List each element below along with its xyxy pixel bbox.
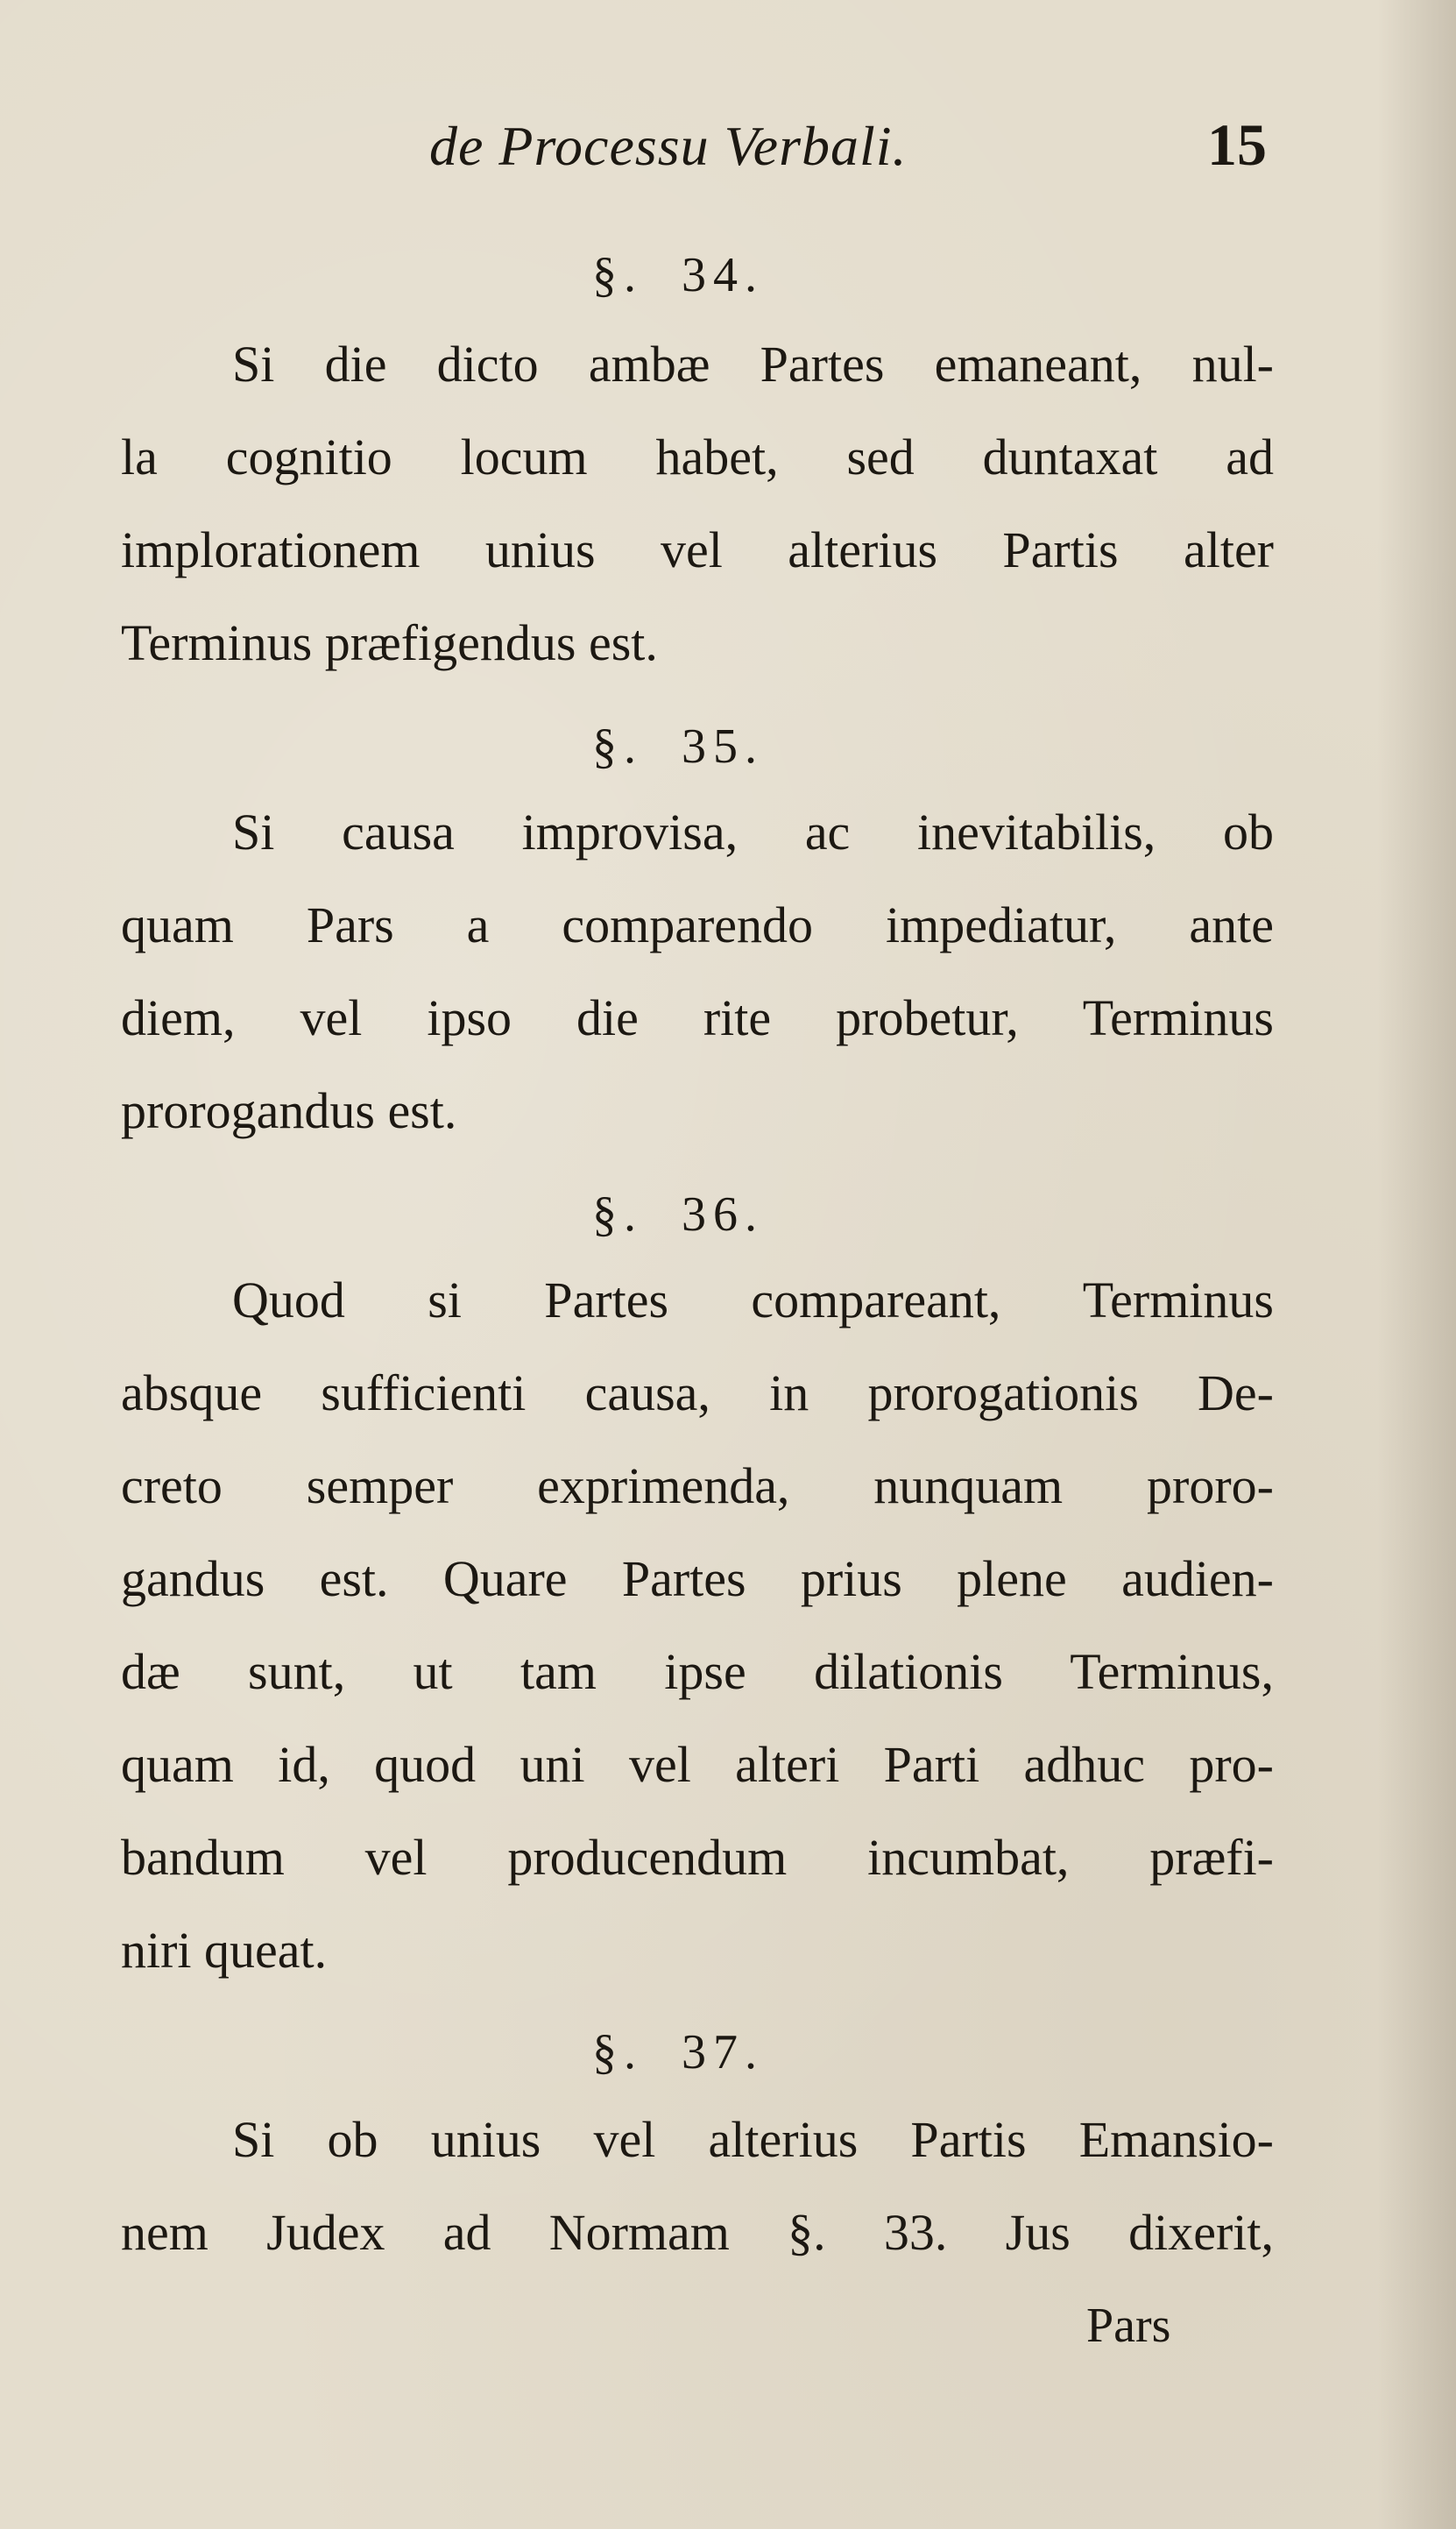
running-title: de Processu Verbali. [429,115,908,177]
paragraph-line: absque sufficienti causa, in prorogationis De- [121,1364,1274,1421]
paragraph-line: Quod si Partes compareant, Terminus [232,1272,1274,1328]
section-number: 37. [682,2025,764,2079]
catchword: Pars [1086,2299,1171,2353]
paragraph-line: diem, vel ipso die rite probetur, Terminus [121,989,1274,1046]
section-number: 34. [682,248,764,302]
section-heading-37 [592,2024,764,2080]
paragraph-line: gandus est. Quare Partes prius plene audien- [121,1550,1274,1607]
section-number: 36. [682,1187,764,1242]
section-symbol: §. [592,1187,643,1242]
paragraph-line: quam id, quod uni vel alteri Parti adhuc pro- [121,1736,1274,1793]
paragraph-line: niri queat. [121,1922,328,1979]
paragraph-line: nem Judex ad Normam §. 33. Jus dixerit, [121,2204,1274,2261]
section-symbol: §. [592,2025,643,2079]
paragraph-line: Terminus præfigendus est. [121,614,658,671]
paragraph-line: quam Pars a comparendo impediatur, ante [121,896,1274,953]
page-number: 15 [1207,111,1267,178]
paragraph-line: Si ob unius vel alterius Partis Emansio- [232,2111,1274,2168]
section-heading-35 [592,719,764,775]
paragraph-line: implorationem unius vel alterius Partis alter [121,521,1274,578]
section-number: 35. [682,719,764,774]
paragraph-line: la cognitio locum habet, sed duntaxat ad [121,429,1274,485]
paragraph-line: Si causa improvisa, ac inevitabilis, ob [232,804,1274,861]
paragraph-line: prorogandus est. [121,1082,457,1139]
section-heading-34 [592,247,764,303]
spine-shadow [1377,0,1456,2529]
paragraph-line: Si die dicto ambæ Partes emaneant, nul- [232,336,1274,393]
section-symbol: §. [592,248,643,302]
section-heading-36 [592,1187,764,1243]
paragraph-line: bandum vel producendum incumbat, præfi- [121,1829,1274,1886]
paragraph-line: dæ sunt, ut tam ipse dilationis Terminus, [121,1643,1274,1700]
section-symbol: §. [592,719,643,774]
paragraph-line: creto semper exprimenda, nunquam proro- [121,1457,1274,1514]
